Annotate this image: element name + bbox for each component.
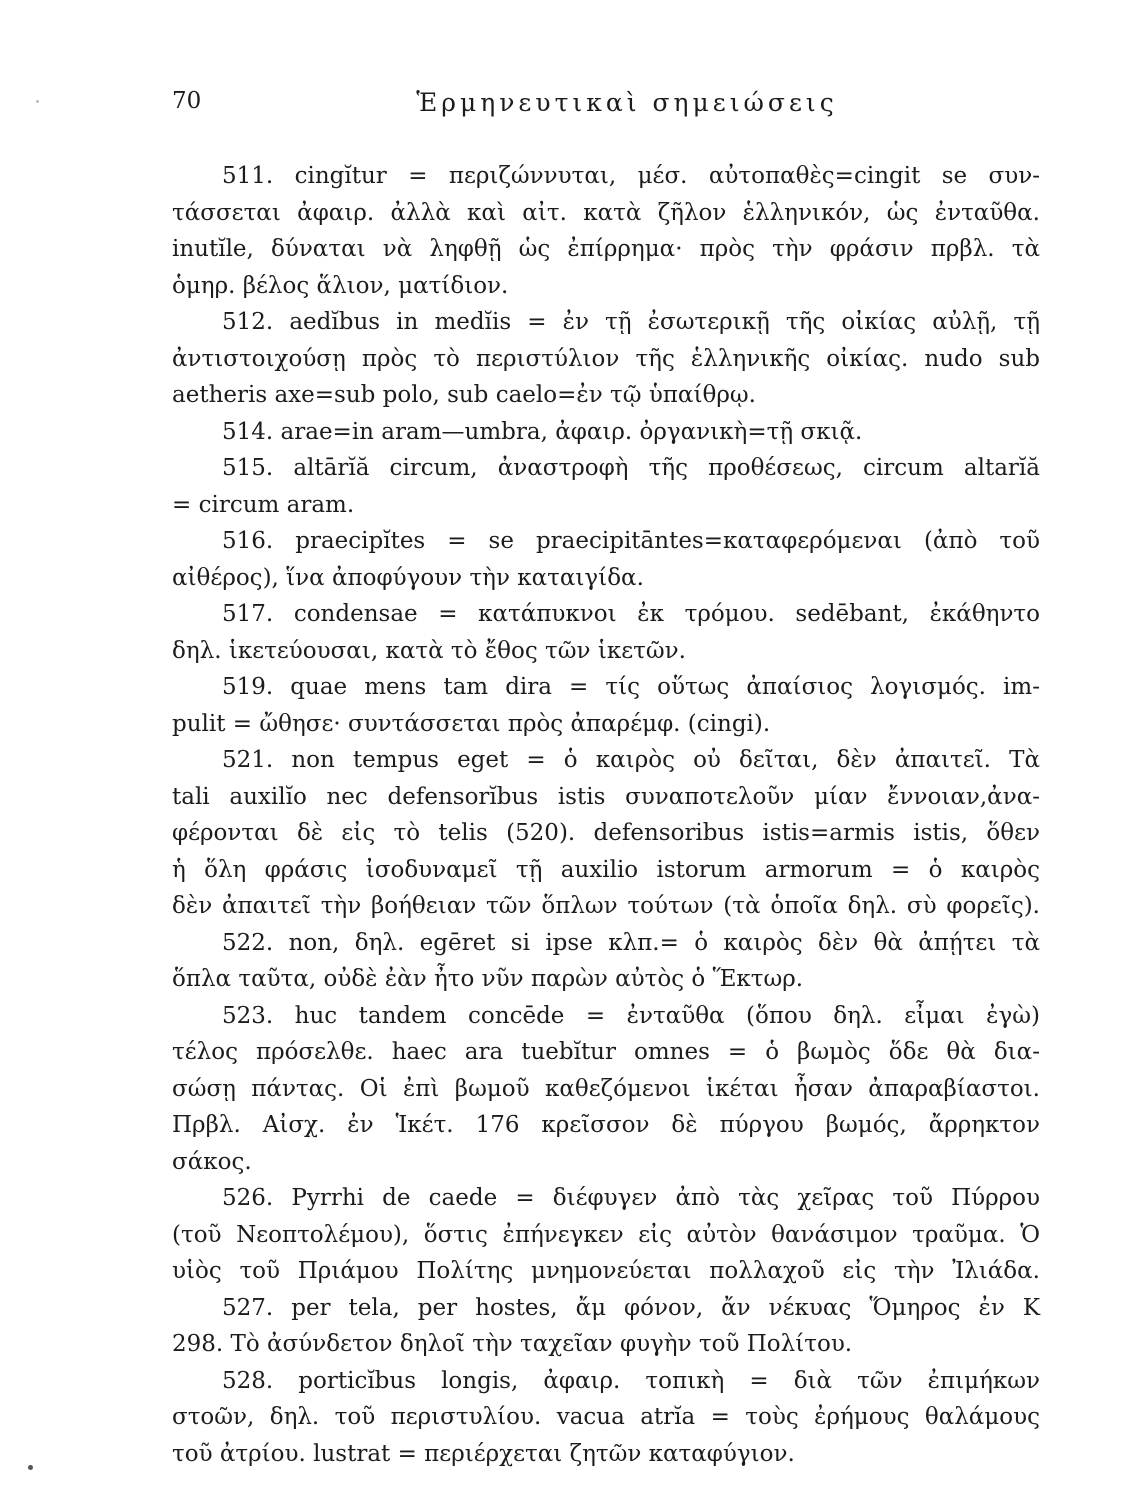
text-line: σώσῃ πάντας. Οἱ ἐπὶ βωμοῦ καθεζόμενοι ἱκέται ἦσαν ἀπαραβίαστοι.	[172, 1075, 1040, 1102]
text-line: δὲν ἀπαιτεῖ τὴν βοήθειαν τῶν ὅπλων τούτων (τὰ ὁποῖα δηλ. σὺ φορεῖς).	[172, 893, 1040, 919]
text-line: σάκος.	[172, 1148, 252, 1175]
text-line: 298. Τὸ ἀσύνδετον δηλοῖ τὴν ταχεῖαν φυγὴν τοῦ Πολίτου.	[172, 1331, 853, 1357]
text-line: ἡ ὅλη φράσις ἰσοδυναμεῖ τῇ auxilio istorum armorum = ὁ καιρὸς	[172, 856, 1040, 883]
text-line: 522. non, δηλ. egēret si ipse κλπ.= ὁ καιρὸς δὲν θὰ ἀπῄτει τὰ	[222, 929, 1040, 956]
text-line: aetheris axe=sub polo, sub caelo=ἐν τῷ ὑπαίθρῳ.	[172, 382, 756, 408]
text-line: δηλ. ἱκετεύουσαι, κατὰ τὸ ἔθος τῶν ἱκετῶν.	[172, 637, 686, 664]
text-line: tali auxilĭo nec defensorĭbus istis συναποτελοῦν μίαν ἔννοιαν,ἀνα-	[172, 783, 1040, 810]
text-line: ἀντιστοιχούσῃ πρὸς τὸ περιστύλιον τῆς ἑλληνικῆς οἰκίας. nudo sub	[172, 345, 1040, 372]
text-line: ὁμηρ. βέλος ἅλιον, ματίδιον.	[172, 272, 509, 299]
text-line: φέρονται δὲ εἰς τὸ telis (520). defensoribus istis=armis istis, ὅθεν	[172, 820, 1040, 846]
text-line: στοῶν, δηλ. τοῦ περιστυλίου. vacua atrĭa = τοὺς ἐρήμους θαλάμους	[172, 1404, 1040, 1430]
text-line: τάσσεται ἀφαιρ. ἀλλὰ καὶ αἰτ. κατὰ ζῆλον ἑλληνικόν, ὡς ἐνταῦθα.	[172, 199, 1040, 226]
text-line: 512. aedĭbus in medĭis = ἐν τῇ ἐσωτερικῇ τῆς οἰκίας αὐλῇ, τῇ	[222, 309, 1040, 335]
page-number: 70	[172, 88, 202, 114]
text-line: 519. quae mens tam dira = τίς οὕτως ἀπαίσιος λογισμός. im-	[222, 674, 1040, 700]
text-line: 526. Pyrrhi de caede = διέφυγεν ἀπὸ τὰς χεῖρας τοῦ Πύρρου	[222, 1185, 1040, 1211]
print-speck	[28, 1465, 33, 1470]
text-line: 515. altārĭă circum, ἀναστροφὴ τῆς προθέσεως, circum altarĭă	[222, 455, 1040, 481]
text-line: (τοῦ Νεοπτολέμου), ὅστις ἐπήνεγκεν εἰς αὐτὸν θανάσιμον τραῦμα. Ὁ	[172, 1221, 1040, 1248]
text-line: τέλος πρόσελθε. haec ara tuebĭtur omnes = ὁ βωμὸς ὅδε θὰ δια-	[172, 1039, 1040, 1065]
print-speck	[36, 100, 39, 103]
text-line: 511. cingĭtur = περιζώννυται, μέσ. αὐτοπαθὲς=cingit se συν-	[222, 163, 1040, 189]
commentary-notes	[172, 158, 1040, 1472]
text-line: 516. praecipĭtes = se praecipitāntes=καταφερόμεναι (ἀπὸ τοῦ	[222, 528, 1040, 554]
running-title: Ἑρμηνευτικαὶ σημειώσεις	[416, 88, 838, 117]
page-header	[172, 88, 1042, 128]
text-line: 527. per tela, per hostes, ἄμ φόνον, ἄν νέκυας Ὅμηρος ἐν Κ	[222, 1294, 1040, 1321]
text-line: Πρβλ. Αἰσχ. ἐν Ἱκέτ. 176 κρεῖσσον δὲ πύργου βωμός, ἄρρηκτον	[172, 1112, 1040, 1138]
text-line: αἰθέρος), ἵνα ἀποφύγουν τὴν καταιγίδα.	[172, 564, 644, 591]
text-line: pulit = ὤθησε· συντάσσεται πρὸς ἀπαρέμφ. (cingi).	[172, 710, 771, 737]
text-line: 528. porticĭbus longis, ἀφαιρ. τοπικὴ = διὰ τῶν ἐπιμήκων	[222, 1367, 1040, 1394]
text-line: 514. arae=in aram—umbra, ἀφαιρ. ὀργανικὴ=τῇ σκιᾷ.	[222, 418, 863, 445]
text-line: ὅπλα ταῦτα, οὐδὲ ἐὰν ἦτο νῦν παρὼν αὐτὸς ὁ Ἕκτωρ.	[172, 966, 804, 992]
text-line: 521. non tempus eget = ὁ καιρὸς οὐ δεῖται, δὲν ἀπαιτεῖ. Τὰ	[222, 747, 1040, 773]
text-line: inutĭle, δύναται νὰ ληφθῇ ὡς ἐπίρρημα· πρὸς τὴν φράσιν πρβλ. τὰ	[172, 236, 1040, 262]
text-line: τοῦ ἀτρίου. lustrat = περιέρχεται ζητῶν καταφύγιον.	[172, 1440, 795, 1467]
text-line: υἱὸς τοῦ Πριάμου Πολίτης μνημονεύεται πολλαχοῦ εἰς τὴν Ἰλιάδα.	[172, 1258, 1040, 1284]
text-line: = circum aram.	[172, 491, 355, 518]
text-line: 517. condensae = κατάπυκνοι ἐκ τρόμου. sedēbant, ἐκάθηντο	[222, 601, 1040, 627]
text-line: 523. huc tandem concēde = ἐνταῦθα (ὅπου δηλ. εἶμαι ἐγὼ)	[222, 1002, 1040, 1029]
